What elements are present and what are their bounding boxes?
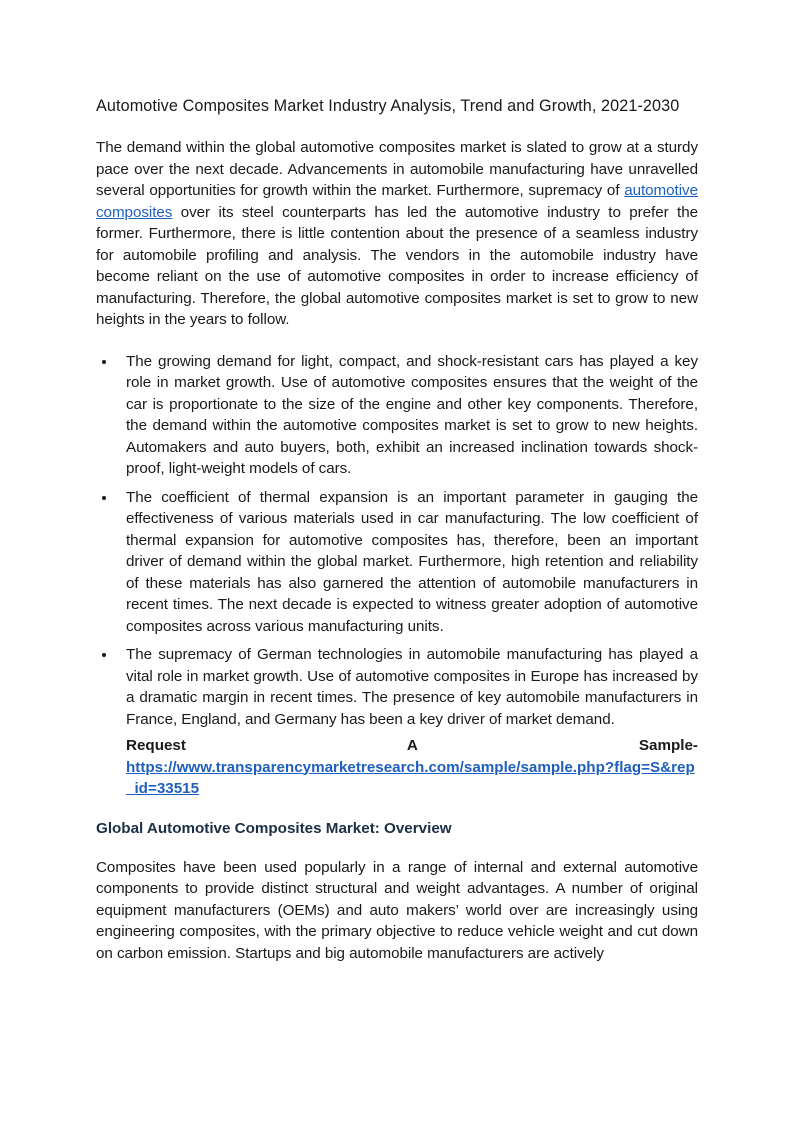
sample-request-block [96,735,698,800]
intro-paragraph [96,137,698,331]
list-item-text: The growing demand for light, compact, and shock-resistant cars has played a key role in market growth. Use of automotive composites ensures that the weight of the car is proportionate to the size of the engine and other key components. Therefore, the demand within the automotive composites market is set to grow to new heights. Automakers and auto buyers, both, exhibit an increased inclination towards shock-proof, light-weight models of cars. [126,352,698,477]
sample-word-a: A [406,737,418,754]
sample-request-label [126,735,698,757]
automotive-composites-link[interactable]: automotive composites [96,182,698,221]
list-item [96,487,698,638]
sample-word-sample: Sample- [638,737,698,754]
list-item [96,351,698,480]
document-title: Automotive Composites Market Industry Analysis, Trend and Growth, 2021-2030 [96,97,680,115]
overview-paragraph: Composites have been used popularly in a range of internal and external automotive components to provide distinct structural and weight advantages. A number of original equipment manufacturers (OEMs) and auto makers’ world over are increasingly using engineering composites, with the primary objective to reduce vehicle weight and cut down on carbon emission. Startups and big automobile manufacturers are actively [96,858,698,962]
bullet-icon [102,653,106,657]
intro-text-before-link: The demand within the global automotive composites market is slated to grow at a sturdy pace over the next decade. Advancements in automobile manufacturing have unravelled several opportunities for growth within the market. Furthermore, supremacy of [96,139,698,199]
document-page [96,95,698,984]
overview-heading: Global Automotive Composites Market: Overview [96,819,452,837]
list-item-text: The coefficient of thermal expansion is an important parameter in gauging the effectiveness of various materials used in car manufacturing. The low coefficient of thermal expansion for automotive composites has, therefore, been an important driver of demand within the global market. Furthermore, high retention and reliability of these materials has also garnered the attention of automobile manufacturers in recent times. The next decade is expected to witness greater adoption of automotive composites across various manufacturing units. [126,488,698,635]
list-item [96,644,698,730]
bullet-icon [102,360,106,364]
intro-text-after-link: over its steel counterparts has led the automotive industry to prefer the former. Furthermore, there is little contention about the presence of a seamless industry for automobile profiling and analysis. The vendors in the automobile industry have become reliant on the use of automotive composites in order to increase efficiency of manufacturing. Therefore, the global automotive composites market is set to grow to new heights in the years to follow. [96,203,698,328]
list-item-text: The supremacy of German technologies in automobile manufacturing has played a vital role in market growth. Use of automotive composites in Europe has increased by a dramatic margin in recent times. The presence of key automobile manufacturers in France, England, and Germany has been a key driver of market demand. [126,646,698,728]
sample-request-link[interactable]: https://www.transparencymarketresearch.com/sample/sample.php?flag=S&rep_id=33515 [126,758,695,797]
key-points-list [96,351,698,731]
bullet-icon [102,496,106,500]
sample-word-request: Request [126,737,186,754]
